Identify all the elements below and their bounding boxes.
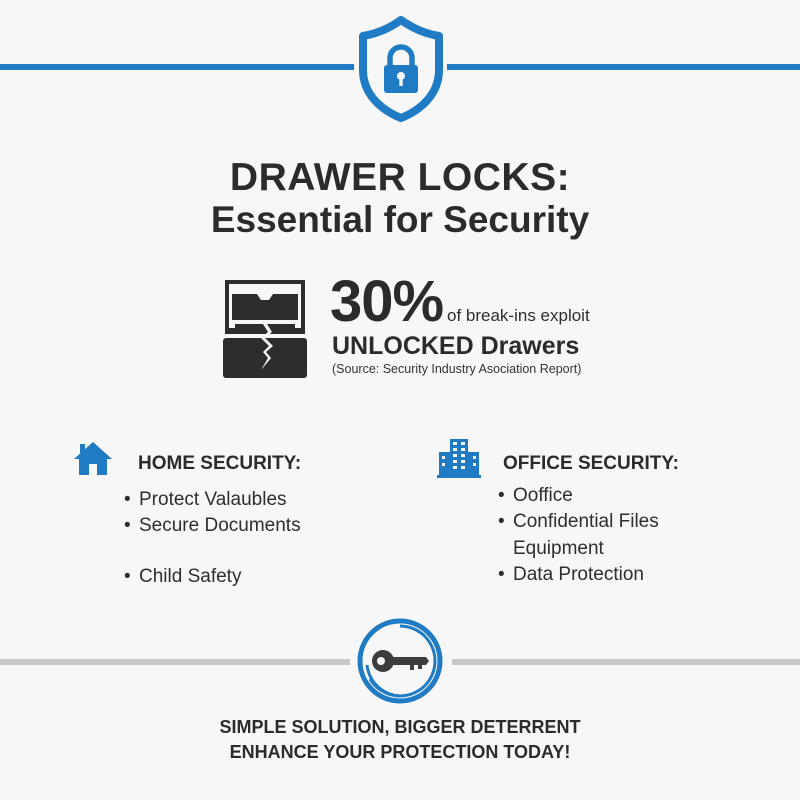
- office-item-label: Confidential Files: [513, 511, 659, 532]
- office-security-heading: OFFICE SECURITY:: [503, 453, 679, 474]
- key-icon: [356, 617, 444, 705]
- bullet: •: [124, 515, 131, 536]
- office-list-item: [498, 511, 659, 533]
- bottom-divider-left: [0, 659, 350, 665]
- stat-suffix: of break-ins exploit: [447, 306, 590, 325]
- office-list-item: [498, 538, 604, 560]
- bottom-divider-right: [452, 659, 800, 665]
- shield-lock-icon: [357, 14, 445, 124]
- stat-source: (Source: Security Industry Asociation Report): [332, 362, 582, 376]
- stat-value: 30%: [330, 269, 444, 334]
- office-list-item: [498, 485, 573, 507]
- office-list-item: [498, 564, 644, 586]
- broken-drawer-icon: [221, 272, 309, 380]
- home-list-item: [124, 515, 301, 537]
- stat-emphasis: UNLOCKED Drawers: [332, 332, 580, 360]
- office-item-label: Equipment: [513, 538, 604, 559]
- bullet: •: [124, 566, 131, 587]
- home-item-label: Child Safety: [139, 566, 242, 587]
- cta-line2: ENHANCE YOUR PROTECTION TODAY!: [229, 742, 571, 762]
- top-divider-right: [447, 64, 800, 70]
- bullet: •: [124, 489, 131, 510]
- office-item-label: Data Protection: [513, 564, 644, 585]
- home-security-heading: HOME SECURITY:: [138, 453, 302, 474]
- office-building-icon: [437, 438, 481, 478]
- bullet: •: [498, 485, 505, 506]
- page-title-line1: DRAWER LOCKS:: [229, 156, 571, 199]
- house-icon: [73, 440, 113, 476]
- top-divider-left: [0, 64, 354, 70]
- home-list-item: [124, 489, 287, 511]
- page-title-line2: Essential for Security: [210, 199, 590, 240]
- home-item-label: Secure Documents: [139, 515, 301, 536]
- bullet: •: [498, 511, 505, 532]
- office-item-label: Ooffice: [513, 485, 573, 506]
- home-list-item: [124, 566, 241, 588]
- home-item-label: Protect Valaubles: [139, 489, 287, 510]
- cta-line1: SIMPLE SOLUTION, BIGGER DETERRENT: [219, 717, 581, 737]
- bullet: •: [498, 564, 505, 585]
